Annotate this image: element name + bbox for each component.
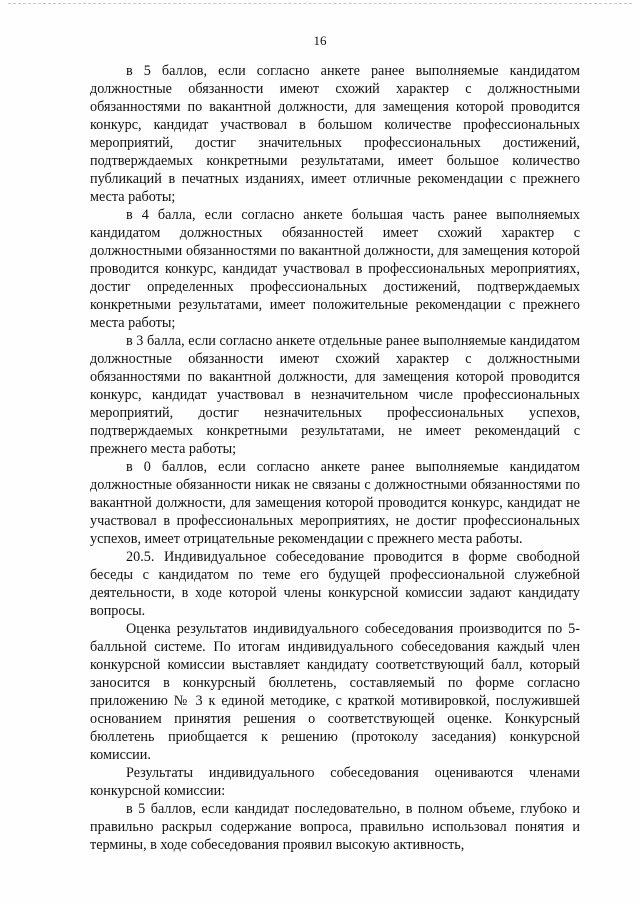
paragraph-5-points-interview: в 5 баллов, если кандидат последовательно, в полном объеме, глубоко и правильно раскрыл содержание вопроса, правильно использовал понятия и термины, в ходе собеседования проявил высокую активность, [90,801,580,853]
paragraph-4-points-questionnaire: в 4 балла, если согласно анкете большая часть ранее выполняемых кандидатом должностных обязанностей имеет схожий характер с должностными обязанностями по вакантной должности, для замещения которой проводится конкурс, кандидат участвовал в профессиональных мероприятиях, достиг определенных профессиональных достижений, подтверждаемых конкретными результатами, имеет положительные рекомендации с прежнего места работы; [90,207,580,331]
page-number: 16 [313,33,327,48]
paragraph-20-5-interview: 20.5. Индивидуальное собеседование проводится в форме свободной беседы с кандидатом по теме его будущей профессиональной служебной деятельности, в ходе которой члены конкурсной комиссии задают кандидату вопросы. [90,549,580,619]
top-dashed-rule [8,3,632,4]
paragraph-interview-evaluation: Оценка результатов индивидуального собеседования производится по 5-балльной системе. По итогам индивидуального собеседования каждый член конкурсной комиссии выставляет кандидату соответствующий балл, который заносится в конкурсный бюллетень, составляемый по форме согласно приложению № 3 к единой методике, с краткой мотивировкой, послужившей основанием принятия решения о соответствующей оценке. Конкурсный бюллетень приобщается к решению (протоколу заседания) конкурсной комиссии. [90,621,580,763]
paragraph-3-points-questionnaire: в 3 балла, если согласно анкете отдельные ранее выполняемые кандидатом должностные обязанности имеют схожий характер с должностными обязанностями по вакантной должности, для замещения которой проводится конкурс, кандидат участвовал в незначительном числе профессиональных мероприятий, достиг незначительных профессиональных успехов, подтверждаемых конкретными результатами, не имеет рекомендаций с прежнего места работы; [90,333,580,457]
document-body [90,62,580,854]
paragraph-0-points-questionnaire: в 0 баллов, если согласно анкете ранее выполняемые кандидатом должностные обязанности никак не связаны с должностными обязанностями по вакантной должности, для замещения которой проводится конкурс, кандидат не участвовал в профессиональных мероприятиях, не достиг профессиональных успехов, имеет отрицательные рекомендации с прежнего места работы. [90,459,580,547]
paragraph-5-points-questionnaire: в 5 баллов, если согласно анкете ранее выполняемые кандидатом должностные обязанности имеют схожий характер с должностными обязанностями по вакантной должности, для замещения которой проводится конкурс, кандидат участвовал в большом количестве профессиональных мероприятий, достиг значительных профессиональных достижений, подтверждаемых конкретными результатами, имеет большое количество публикаций в печатных изданиях, имеет отличные рекомендации с прежнего места работы; [90,63,580,205]
paragraph-interview-results: Результаты индивидуального собеседования оцениваются членами конкурсной комиссии: [90,765,580,799]
